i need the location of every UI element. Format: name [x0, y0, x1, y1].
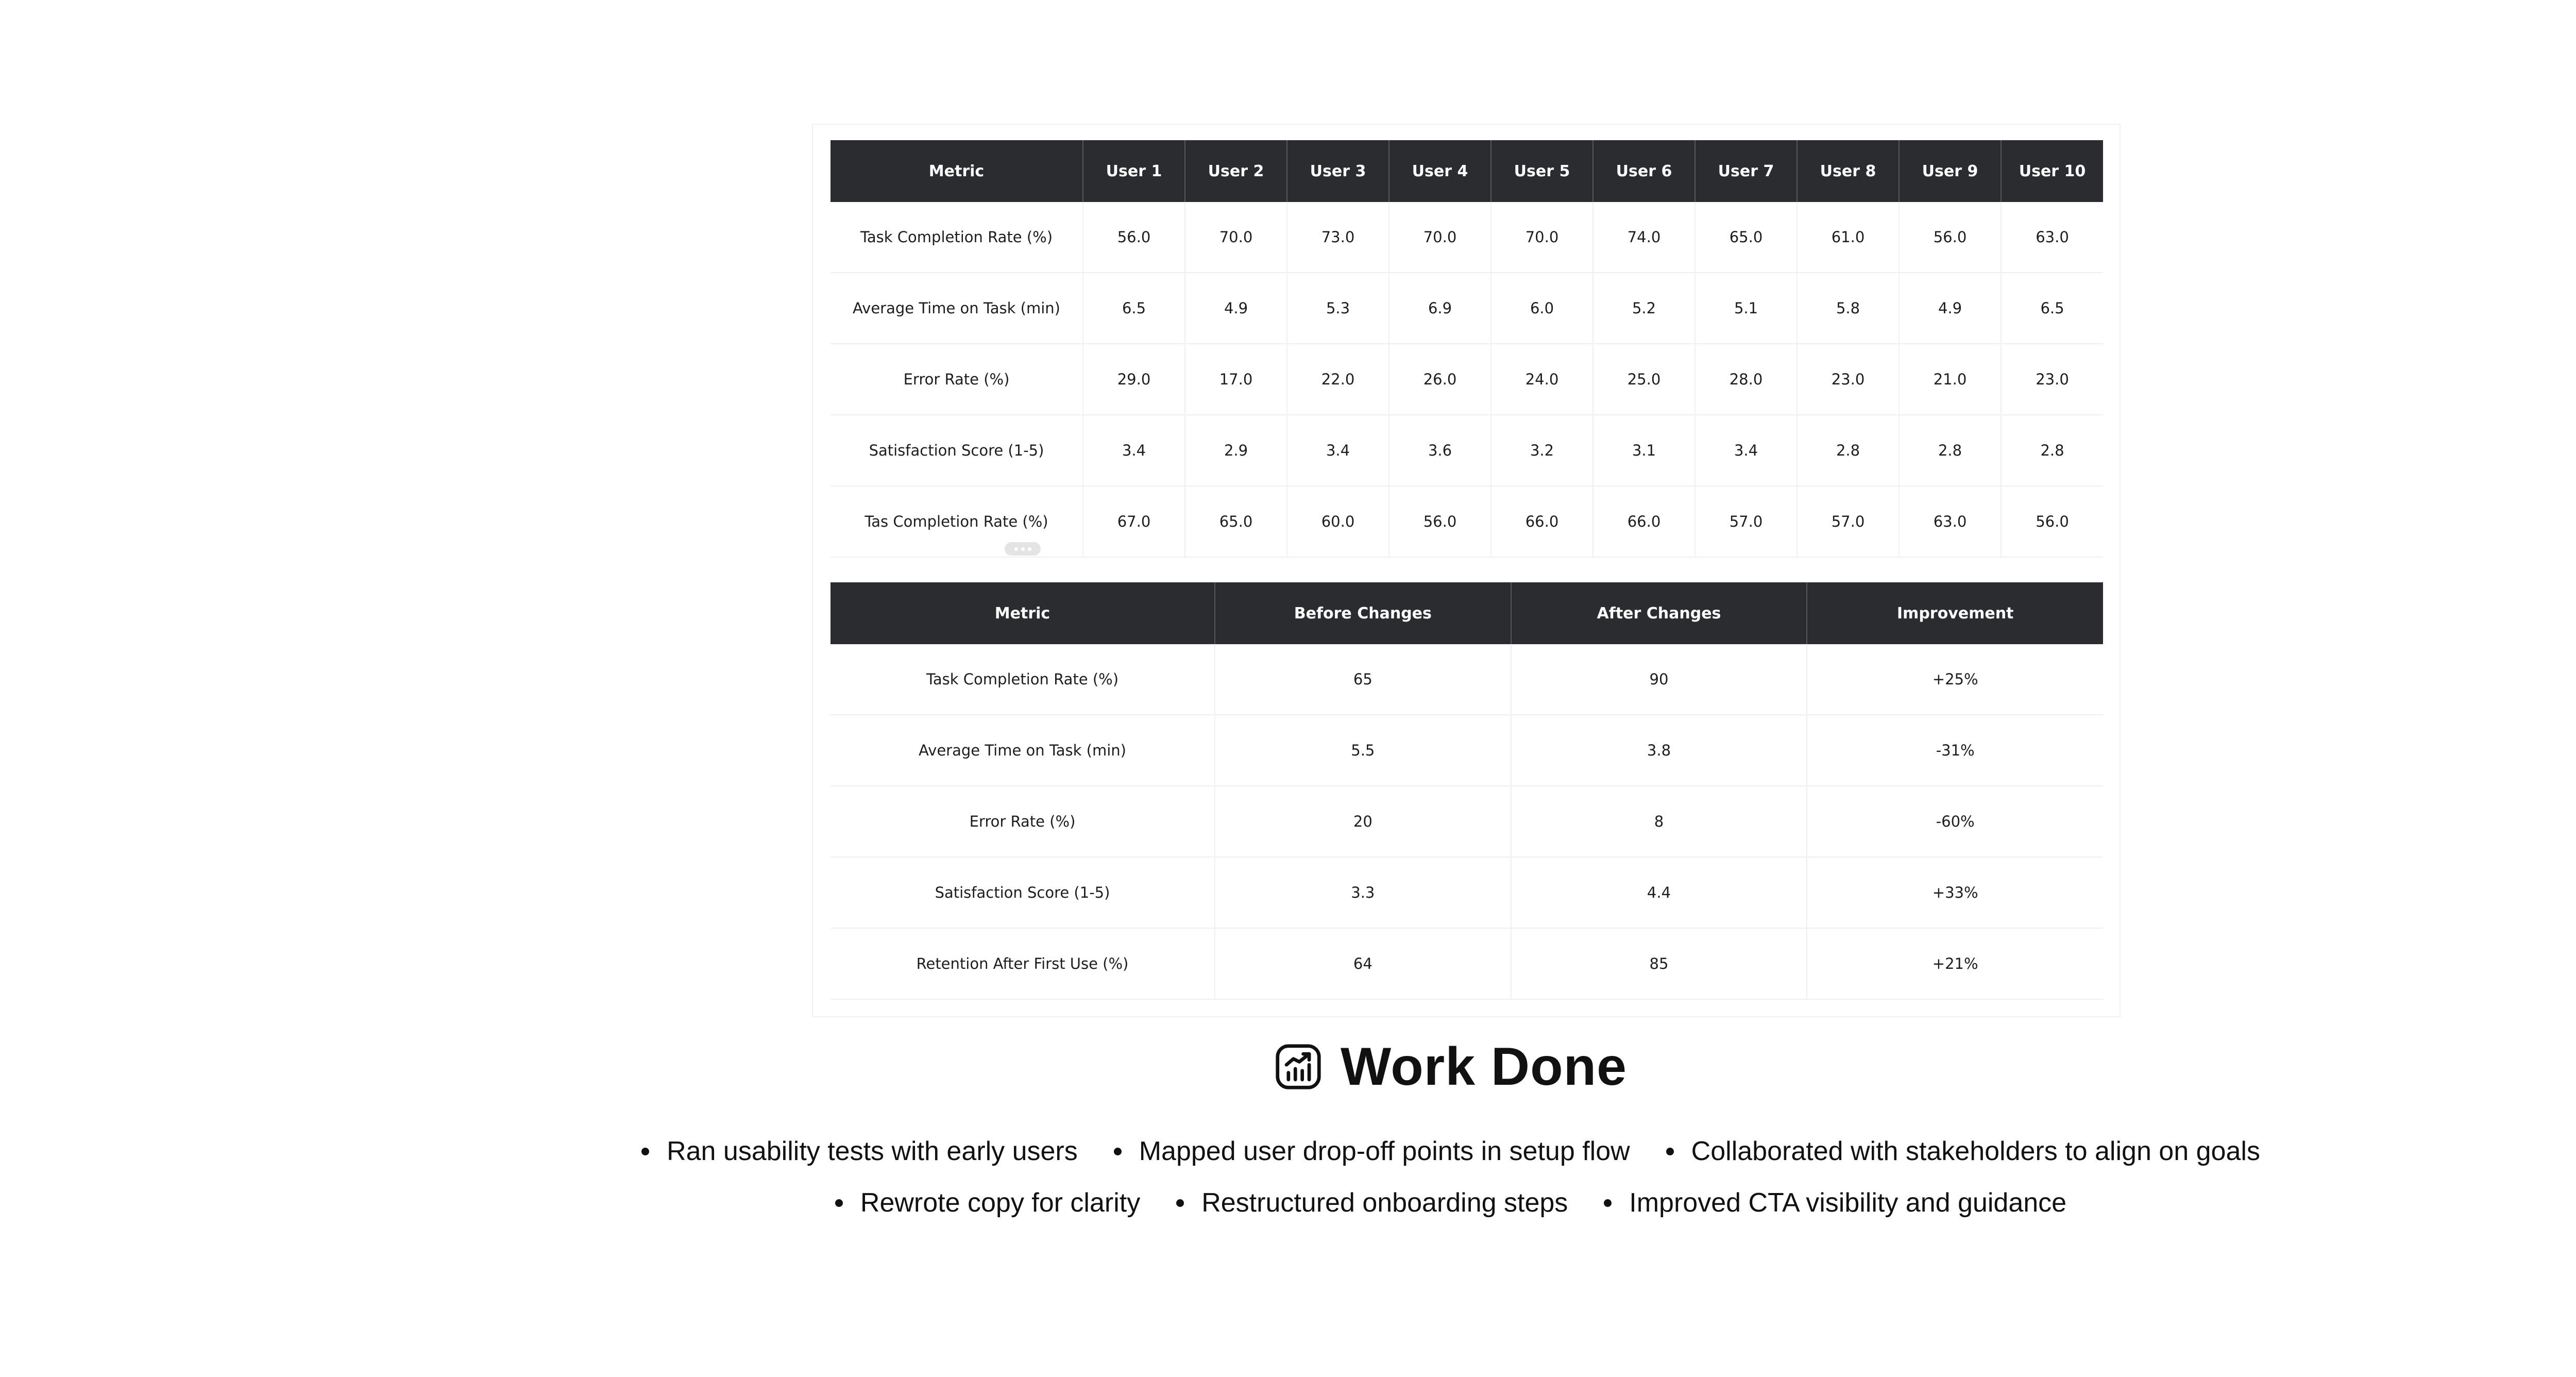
table-cell: 24.0: [1491, 344, 1593, 415]
work-done-list-row-1: [0, 1136, 2576, 1167]
list-item: [835, 1187, 1140, 1218]
table-cell: 63.0: [2001, 202, 2103, 273]
table-cell: 28.0: [1695, 344, 1797, 415]
table-cell: 3.4: [1083, 415, 1185, 486]
table-cell: 70.0: [1185, 202, 1287, 273]
table-cell: 4.9: [1185, 273, 1287, 344]
column-header-user-4: User 4: [1389, 140, 1491, 202]
table-cell: 2.9: [1185, 415, 1287, 486]
table-cell: 66.0: [1491, 486, 1593, 557]
table-cell: 6.9: [1389, 273, 1491, 344]
table-cell: 29.0: [1083, 344, 1185, 415]
before-after-table: [831, 582, 2103, 1000]
column-header-user-10: User 10: [2001, 140, 2103, 202]
table-cell: 4.9: [1899, 273, 2001, 344]
metric-label-cell: Satisfaction Score (1-5): [831, 415, 1083, 486]
handle-dot: [1014, 547, 1018, 551]
column-header-metric: Metric: [831, 582, 1215, 644]
metric-label-cell: Satisfaction Score (1-5): [831, 857, 1215, 928]
table-cell: 3.4: [1695, 415, 1797, 486]
table-cell: 60.0: [1287, 486, 1389, 557]
work-done-heading: [0, 1031, 2576, 1103]
table-cell: 67.0: [1083, 486, 1185, 557]
table-cell: 8: [1511, 786, 1807, 857]
table-cell: 2.8: [1899, 415, 2001, 486]
table-cell: 3.3: [1215, 857, 1511, 928]
tables-card: [812, 124, 2121, 1017]
column-header-before-changes: Before Changes: [1215, 582, 1511, 644]
section-title: Work Done: [1340, 1036, 1627, 1097]
list-item-text: Ran usability tests with early users: [667, 1136, 1078, 1166]
table-cell: 85: [1511, 928, 1807, 999]
improvement-cell: +33%: [1807, 857, 2103, 928]
table-row: [831, 273, 2103, 344]
table-cell: 21.0: [1899, 344, 2001, 415]
column-header-user-6: User 6: [1593, 140, 1695, 202]
table-cell: 63.0: [1899, 486, 2001, 557]
table-cell: 65: [1215, 644, 1511, 715]
table-cell: 61.0: [1797, 202, 1899, 273]
table-row: [831, 415, 2103, 486]
more-options-handle[interactable]: [1005, 542, 1041, 556]
table-cell: 57.0: [1797, 486, 1899, 557]
table-cell: 17.0: [1185, 344, 1287, 415]
column-header-user-3: User 3: [1287, 140, 1389, 202]
bullet-icon: [835, 1199, 843, 1207]
table-cell: 70.0: [1389, 202, 1491, 273]
table-cell: 74.0: [1593, 202, 1695, 273]
table-cell: 5.2: [1593, 273, 1695, 344]
bullet-icon: [1114, 1148, 1122, 1155]
table-row: [831, 344, 2103, 415]
table-cell: 65.0: [1185, 486, 1287, 557]
bullet-icon: [1604, 1199, 1612, 1207]
table-header-row: [831, 140, 2103, 202]
table-cell: 66.0: [1593, 486, 1695, 557]
column-header-user-9: User 9: [1899, 140, 2001, 202]
column-header-user-5: User 5: [1491, 140, 1593, 202]
table-cell: 5.3: [1287, 273, 1389, 344]
column-header-user-8: User 8: [1797, 140, 1899, 202]
table-cell: 3.8: [1511, 715, 1807, 786]
bullet-icon: [1666, 1148, 1674, 1155]
table-cell: 3.1: [1593, 415, 1695, 486]
metric-label-cell: Tas Completion Rate (%): [831, 486, 1083, 557]
list-item-text: Restructured onboarding steps: [1201, 1188, 1568, 1218]
table-cell: 20: [1215, 786, 1511, 857]
table-cell: 5.5: [1215, 715, 1511, 786]
improvement-cell: -60%: [1807, 786, 2103, 857]
metric-label-cell: Average Time on Task (min): [831, 715, 1215, 786]
bullet-icon: [641, 1148, 649, 1155]
work-done-list-row-2: [0, 1187, 2576, 1218]
column-header-improvement: Improvement: [1807, 582, 2103, 644]
table-cell: 4.4: [1511, 857, 1807, 928]
table-cell: 3.2: [1491, 415, 1593, 486]
table-row: [831, 857, 2103, 928]
table-cell: 3.4: [1287, 415, 1389, 486]
table-cell: 56.0: [1389, 486, 1491, 557]
table-cell: 65.0: [1695, 202, 1797, 273]
column-header-user-1: User 1: [1083, 140, 1185, 202]
list-item: [1176, 1187, 1568, 1218]
table-cell: 6.0: [1491, 273, 1593, 344]
list-item-text: Improved CTA visibility and guidance: [1629, 1188, 2067, 1218]
table-cell: 6.5: [1083, 273, 1185, 344]
metric-label-cell: Error Rate (%): [831, 786, 1215, 857]
chart-growth-icon: [1275, 1043, 1322, 1090]
handle-dot: [1021, 547, 1025, 551]
table-cell: 26.0: [1389, 344, 1491, 415]
table-cell: 64: [1215, 928, 1511, 999]
column-header-metric: Metric: [831, 140, 1083, 202]
metric-label-cell: Error Rate (%): [831, 344, 1083, 415]
metric-label-cell: Average Time on Task (min): [831, 273, 1083, 344]
table-cell: 56.0: [2001, 486, 2103, 557]
table-cell: 2.8: [1797, 415, 1899, 486]
user-metrics-table: [831, 140, 2103, 558]
table-cell: 3.6: [1389, 415, 1491, 486]
table-row: [831, 715, 2103, 786]
table-cell: 22.0: [1287, 344, 1389, 415]
list-item-text: Mapped user drop-off points in setup flow: [1139, 1136, 1630, 1166]
metric-label-cell: Retention After First Use (%): [831, 928, 1215, 999]
table-cell: 5.1: [1695, 273, 1797, 344]
metric-label-cell: Task Completion Rate (%): [831, 202, 1083, 273]
handle-dot: [1028, 547, 1031, 551]
table-cell: 25.0: [1593, 344, 1695, 415]
table-cell: 23.0: [2001, 344, 2103, 415]
table-cell: 90: [1511, 644, 1807, 715]
table-row: [831, 644, 2103, 715]
table-row: [831, 202, 2103, 273]
table-cell: 57.0: [1695, 486, 1797, 557]
improvement-cell: -31%: [1807, 715, 2103, 786]
table-row: [831, 786, 2103, 857]
table-cell: 56.0: [1899, 202, 2001, 273]
list-item: [1114, 1136, 1630, 1167]
improvement-cell: +21%: [1807, 928, 2103, 999]
metric-label-cell: Task Completion Rate (%): [831, 644, 1215, 715]
list-item: [1666, 1136, 2260, 1167]
column-header-user-2: User 2: [1185, 140, 1287, 202]
improvement-cell: +25%: [1807, 644, 2103, 715]
table-row: [831, 928, 2103, 999]
column-header-user-7: User 7: [1695, 140, 1797, 202]
list-item-text: Rewrote copy for clarity: [860, 1188, 1141, 1218]
table-cell: 2.8: [2001, 415, 2103, 486]
list-item: [1604, 1187, 2066, 1218]
table-cell: 23.0: [1797, 344, 1899, 415]
table-cell: 6.5: [2001, 273, 2103, 344]
column-header-after-changes: After Changes: [1511, 582, 1807, 644]
table-cell: 73.0: [1287, 202, 1389, 273]
table-cell: 5.8: [1797, 273, 1899, 344]
bullet-icon: [1176, 1199, 1184, 1207]
table-header-row: [831, 582, 2103, 644]
table-cell: 70.0: [1491, 202, 1593, 273]
list-item-text: Collaborated with stakeholders to align on goals: [1691, 1136, 2260, 1166]
list-item: [641, 1136, 1078, 1167]
table-cell: 56.0: [1083, 202, 1185, 273]
